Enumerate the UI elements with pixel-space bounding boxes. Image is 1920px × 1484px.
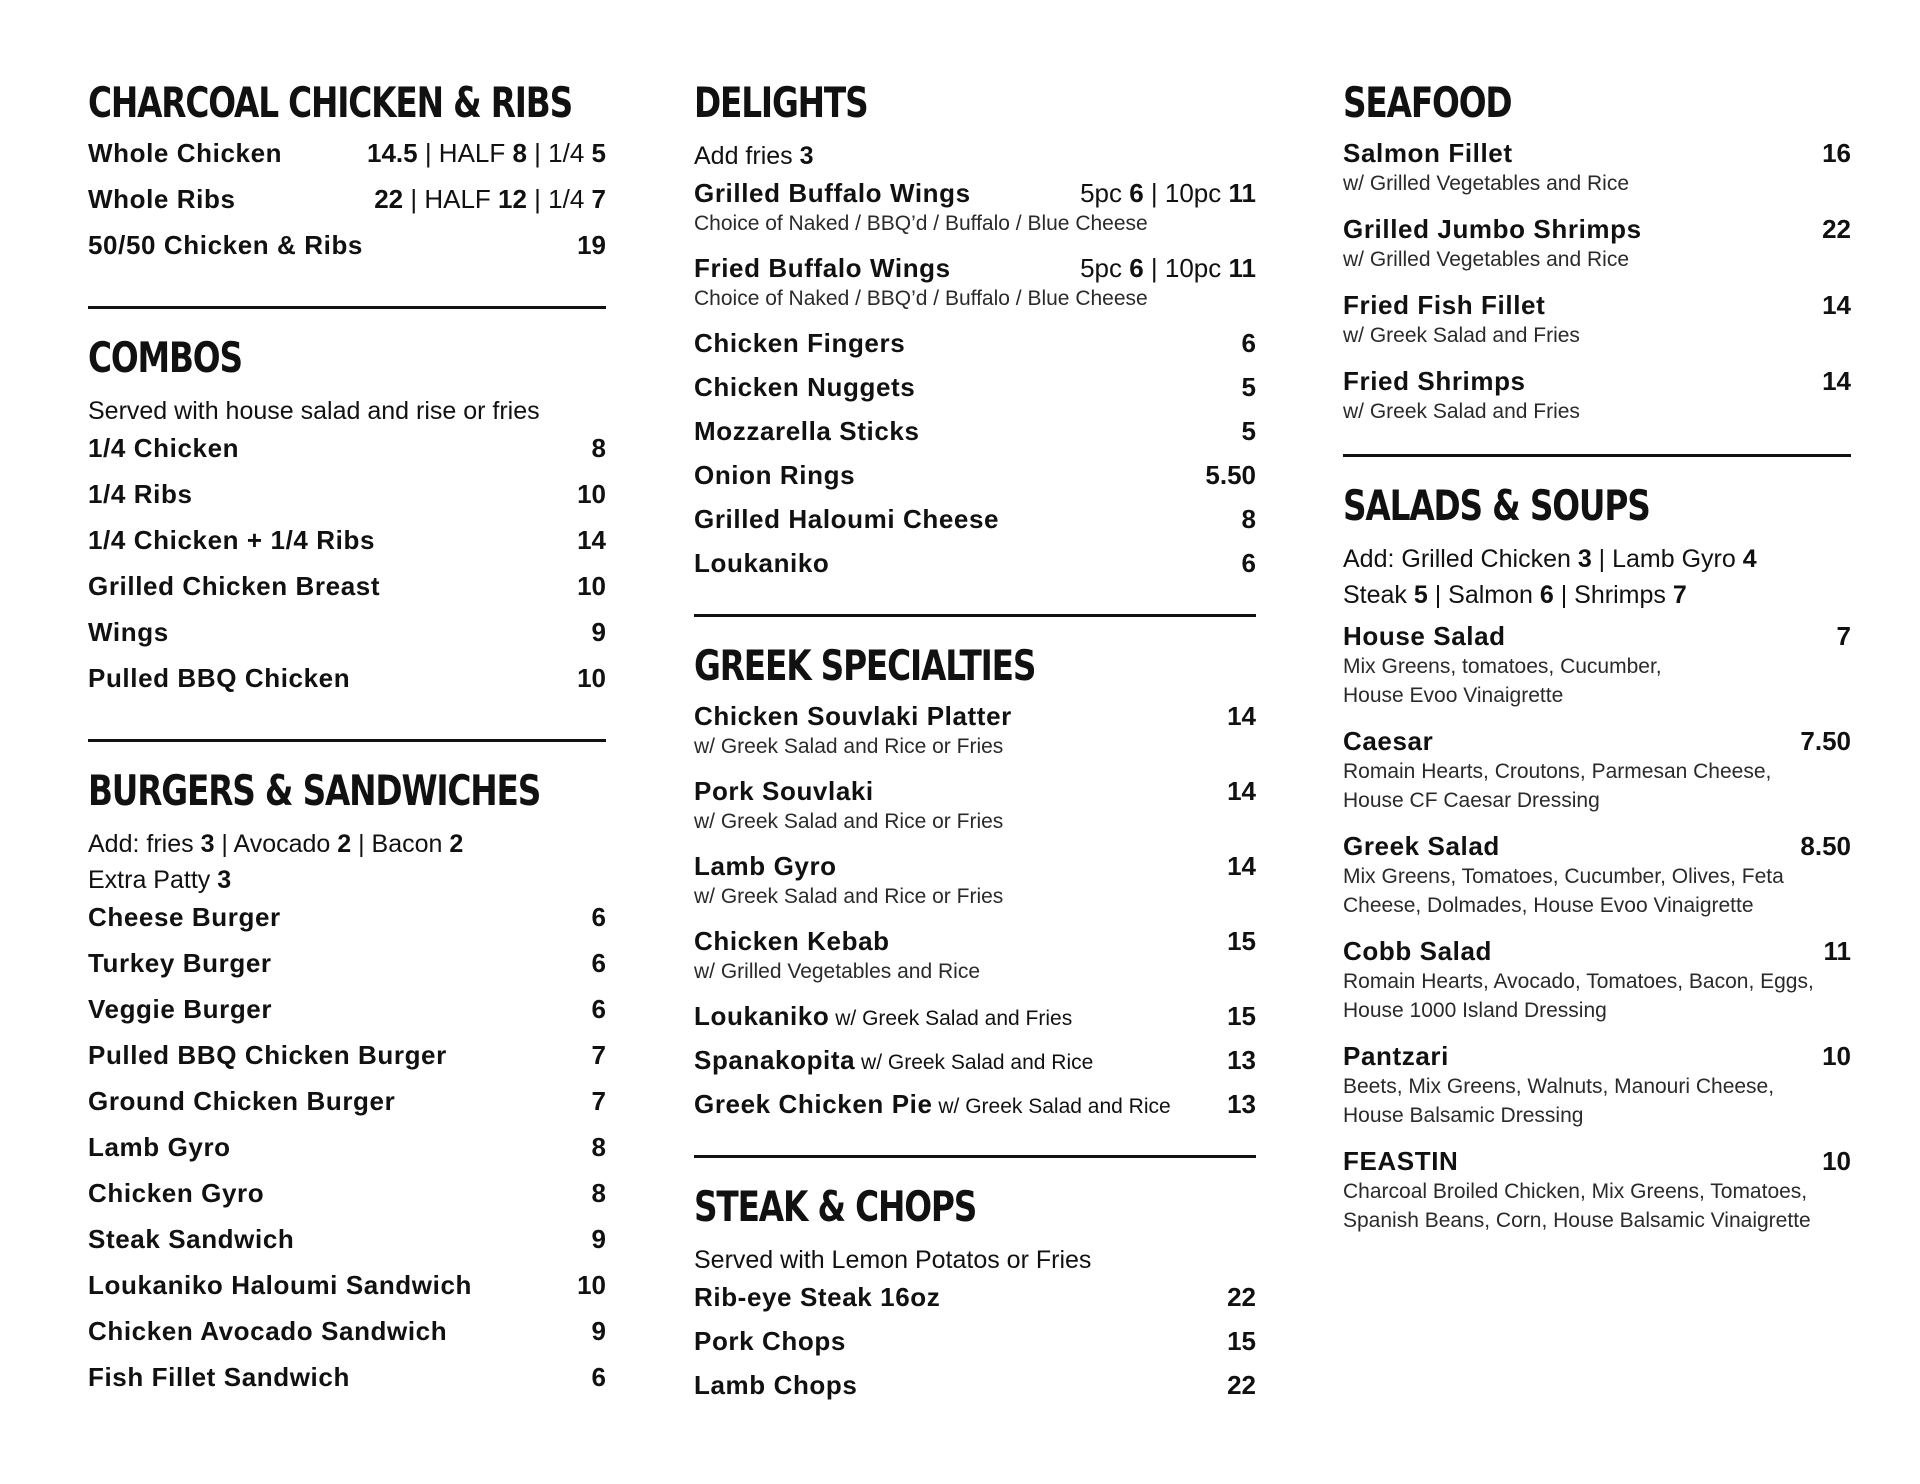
section-title: DELIGHTS xyxy=(694,78,868,127)
item-name: Fried Shrimps xyxy=(1343,366,1526,396)
item-price: 9 xyxy=(591,1316,606,1346)
item-name: Pantzari xyxy=(1343,1041,1449,1071)
addon-label: | Shrimps xyxy=(1553,581,1673,609)
item-description-line: Cheese, Dolmades, House Evoo Vinaigrette xyxy=(1343,894,1754,917)
item-price: 7 xyxy=(591,1086,606,1116)
menu-item xyxy=(88,1132,606,1178)
price-label-half: | HALF xyxy=(403,184,499,214)
item-name: Fish Fillet Sandwich xyxy=(88,1362,350,1392)
item-name: Whole Ribs xyxy=(88,184,236,214)
item-description: w/ Greek Salad and Fries xyxy=(829,1007,1073,1030)
item-name: Veggie Burger xyxy=(88,994,273,1024)
item-description-line: Romain Hearts, Croutons, Parmesan Cheese, xyxy=(1343,760,1772,783)
menu-item xyxy=(694,1282,1256,1326)
item-price: 7 xyxy=(1836,621,1851,651)
menu-item xyxy=(694,1370,1256,1414)
item-price: 14 xyxy=(1227,851,1256,881)
item-price: 19 xyxy=(577,230,606,260)
item-name: Chicken Gyro xyxy=(88,1178,265,1208)
item-name: Loukaniko xyxy=(694,1001,830,1031)
menu-column-left xyxy=(88,78,606,1408)
item-name: Onion Rings xyxy=(694,460,856,490)
item-description: w/ Grilled Vegetables and Rice xyxy=(694,960,980,983)
menu-item xyxy=(88,571,606,617)
menu-item xyxy=(694,372,1256,416)
menu-item xyxy=(1343,290,1851,350)
addon-label: Steak xyxy=(1343,581,1414,609)
item-name: 1/4 Ribs xyxy=(88,479,193,509)
item-price: 15 xyxy=(1227,926,1256,956)
item-description: w/ Greek Salad and Fries xyxy=(1343,400,1580,423)
section-addons xyxy=(694,138,1256,174)
item-name: Grilled Jumbo Shrimps xyxy=(1343,214,1642,244)
addon-price: 6 xyxy=(1539,581,1554,609)
item-price: 7.50 xyxy=(1800,726,1851,756)
addon-label: | Salmon xyxy=(1427,581,1540,609)
item-name: Steak Sandwich xyxy=(88,1224,295,1254)
menu-item xyxy=(88,1362,606,1408)
item-name: Pulled BBQ Chicken xyxy=(88,663,351,693)
item-name: Salmon Fillet xyxy=(1343,138,1513,168)
menu-item xyxy=(1343,831,1851,920)
menu-column-right xyxy=(1343,78,1851,1251)
addon-label: Add: fries xyxy=(88,830,201,858)
item-name-with-description xyxy=(694,1089,1171,1120)
item-name: 50/50 Chicken & Ribs xyxy=(88,230,363,260)
item-name: FEASTIN xyxy=(1343,1146,1459,1176)
section-seafood xyxy=(1343,78,1851,426)
section-note: Served with house salad and rise or fries xyxy=(88,397,540,425)
addon-label: | Avocado xyxy=(214,830,338,858)
item-price: 14 xyxy=(1822,290,1851,320)
menu-item xyxy=(1343,138,1851,198)
section-title: BURGERS & SANDWICHES xyxy=(88,766,541,815)
item-name: Wings xyxy=(88,617,169,647)
item-name: Chicken Kebab xyxy=(694,926,890,956)
price-label-half: | HALF xyxy=(417,138,513,168)
price-whole: 14.5 xyxy=(366,138,418,168)
item-price: 10 xyxy=(577,571,606,601)
item-price: 14 xyxy=(1227,701,1256,731)
price-value: 11 xyxy=(1228,253,1256,283)
item-name: Grilled Buffalo Wings xyxy=(694,178,971,208)
item-description-line: Romain Hearts, Avocado, Tomatoes, Bacon, Eggs, xyxy=(1343,970,1814,993)
menu-item xyxy=(88,663,606,709)
item-name: Pork Chops xyxy=(694,1326,846,1356)
menu-item xyxy=(694,460,1256,504)
menu-item xyxy=(88,1316,606,1362)
price-label-quarter: | 1/4 xyxy=(526,184,592,214)
item-name: Ground Chicken Burger xyxy=(88,1086,396,1116)
price-label: 5pc xyxy=(1080,178,1130,208)
menu-item xyxy=(88,1040,606,1086)
item-price: 8.50 xyxy=(1800,831,1851,861)
item-price: 9 xyxy=(591,1224,606,1254)
item-name-with-description xyxy=(694,1045,1093,1076)
item-price: 8 xyxy=(591,433,606,463)
item-name: Lamb Chops xyxy=(694,1370,858,1400)
item-name: Cheese Burger xyxy=(88,902,281,932)
item-price: 14 xyxy=(1822,366,1851,396)
section-divider xyxy=(694,1155,1256,1158)
menu-item xyxy=(694,926,1256,986)
item-price: 15 xyxy=(1227,1001,1256,1031)
menu-item xyxy=(694,548,1256,592)
item-description-line: House 1000 Island Dressing xyxy=(1343,999,1607,1022)
item-name: Chicken Nuggets xyxy=(694,372,916,402)
menu-item xyxy=(88,1178,606,1224)
item-name: Chicken Souvlaki Platter xyxy=(694,701,1012,731)
section-title: STEAK & CHOPS xyxy=(694,1182,977,1231)
menu-item xyxy=(88,184,606,230)
item-price: 6 xyxy=(591,994,606,1024)
addon-label: Extra Patty xyxy=(88,866,218,894)
item-price: 10 xyxy=(1822,1041,1851,1071)
item-description: w/ Greek Salad and Fries xyxy=(1343,324,1580,347)
menu-item xyxy=(88,1224,606,1270)
menu-item xyxy=(1343,621,1851,710)
menu-item xyxy=(88,948,606,994)
addon-price: 3 xyxy=(200,830,215,858)
menu-item xyxy=(88,479,606,525)
addon-price: 3 xyxy=(799,142,814,170)
menu-item xyxy=(694,1001,1256,1045)
item-name: Pulled BBQ Chicken Burger xyxy=(88,1040,447,1070)
item-name: Lamb Gyro xyxy=(88,1132,231,1162)
item-name: Whole Chicken xyxy=(88,138,283,168)
menu-item xyxy=(1343,366,1851,426)
section-addons xyxy=(1343,541,1851,613)
item-price: 6 xyxy=(591,948,606,978)
item-name: Chicken Avocado Sandwich xyxy=(88,1316,448,1346)
section-divider xyxy=(88,739,606,742)
item-name: 1/4 Chicken + 1/4 Ribs xyxy=(88,525,376,555)
item-price: 6 xyxy=(591,902,606,932)
price-label: | 10pc xyxy=(1143,253,1229,283)
item-name: Pork Souvlaki xyxy=(694,776,874,806)
item-name: Fried Buffalo Wings xyxy=(694,253,951,283)
price-label: | 10pc xyxy=(1143,178,1229,208)
section-title: SEAFOOD xyxy=(1343,78,1512,127)
item-price: 8 xyxy=(1241,504,1256,534)
section-divider xyxy=(88,306,606,309)
price-quarter: 7 xyxy=(591,184,606,214)
item-price: 6 xyxy=(1241,328,1256,358)
item-name: Rib-eye Steak 16oz xyxy=(694,1282,941,1312)
item-description-line: Mix Greens, Tomatoes, Cucumber, Olives, Feta xyxy=(1343,865,1784,888)
item-name: Greek Salad xyxy=(1343,831,1500,861)
item-description-line: House CF Caesar Dressing xyxy=(1343,789,1600,812)
menu-item xyxy=(694,776,1256,836)
item-price: 11 xyxy=(1823,936,1851,966)
menu-item xyxy=(88,1086,606,1132)
menu-item xyxy=(88,138,606,184)
item-description-line: Charcoal Broiled Chicken, Mix Greens, Tomatoes, xyxy=(1343,1180,1808,1203)
item-price: 7 xyxy=(591,1040,606,1070)
item-price: 10 xyxy=(577,663,606,693)
item-name: Cobb Salad xyxy=(1343,936,1493,966)
item-description-line: House Balsamic Dressing xyxy=(1343,1104,1584,1127)
section-title: GREEK SPECIALTIES xyxy=(694,641,1036,690)
section-title: CHARCOAL CHICKEN & RIBS xyxy=(88,78,573,127)
section-addons xyxy=(88,826,606,898)
menu-item xyxy=(694,851,1256,911)
item-price-options xyxy=(367,138,606,169)
addon-price: 2 xyxy=(337,830,352,858)
menu-item xyxy=(1343,936,1851,1025)
item-description: w/ Greek Salad and Rice or Fries xyxy=(694,810,1004,833)
item-name: Grilled Haloumi Cheese xyxy=(694,504,1000,534)
item-description: Choice of Naked / BBQ’d / Buffalo / Blue Cheese xyxy=(694,287,1148,310)
item-description-line: Mix Greens, tomatoes, Cucumber, xyxy=(1343,655,1662,678)
item-price: 13 xyxy=(1227,1089,1256,1119)
section-delights xyxy=(694,78,1256,592)
section-charcoal-chicken-ribs xyxy=(88,78,606,276)
item-price: 22 xyxy=(1227,1282,1256,1312)
item-name: 1/4 Chicken xyxy=(88,433,240,463)
item-price: 22 xyxy=(1227,1370,1256,1400)
section-note: Served with Lemon Potatos or Fries xyxy=(694,1246,1092,1274)
item-price: 5 xyxy=(1241,416,1256,446)
item-name: Grilled Chicken Breast xyxy=(88,571,381,601)
item-price: 13 xyxy=(1227,1045,1256,1075)
section-greek-specialties xyxy=(694,641,1256,1133)
menu-item xyxy=(88,433,606,479)
addon-price: 2 xyxy=(449,830,464,858)
section-title: COMBOS xyxy=(88,333,242,382)
price-half: 8 xyxy=(512,138,527,168)
addon-price: 4 xyxy=(1742,545,1757,573)
item-name: Mozzarella Sticks xyxy=(694,416,920,446)
item-price: 16 xyxy=(1822,138,1851,168)
item-description: w/ Grilled Vegetables and Rice xyxy=(1343,248,1629,271)
item-description-line: Beets, Mix Greens, Walnuts, Manouri Cheese, xyxy=(1343,1075,1775,1098)
item-price: 8 xyxy=(591,1132,606,1162)
item-description: w/ Greek Salad and Rice or Fries xyxy=(694,885,1004,908)
section-divider xyxy=(694,614,1256,617)
price-value: 6 xyxy=(1129,253,1144,283)
item-name: Caesar xyxy=(1343,726,1434,756)
item-name: Loukaniko xyxy=(694,548,830,578)
section-divider xyxy=(1343,454,1851,457)
item-description: Choice of Naked / BBQ’d / Buffalo / Blue Cheese xyxy=(694,212,1148,235)
item-price: 6 xyxy=(591,1362,606,1392)
item-price-options xyxy=(1080,178,1256,209)
item-price-options xyxy=(374,184,606,215)
item-name: Fried Fish Fillet xyxy=(1343,290,1546,320)
item-name: Spanakopita xyxy=(694,1045,856,1075)
item-price: 6 xyxy=(1241,548,1256,578)
menu-item xyxy=(1343,1041,1851,1130)
menu-item xyxy=(694,1045,1256,1089)
menu-item xyxy=(88,525,606,571)
menu-item xyxy=(1343,214,1851,274)
item-description: w/ Greek Salad and Rice xyxy=(855,1051,1094,1074)
menu-item xyxy=(694,1326,1256,1370)
item-price: 9 xyxy=(591,617,606,647)
item-price: 5.50 xyxy=(1205,460,1256,490)
menu-item xyxy=(88,1270,606,1316)
item-name: Lamb Gyro xyxy=(694,851,837,881)
item-price: 5 xyxy=(1241,372,1256,402)
addon-label: Add fries xyxy=(694,142,800,170)
price-whole: 22 xyxy=(374,184,404,214)
item-price: 10 xyxy=(577,479,606,509)
section-steak-chops xyxy=(694,1182,1256,1414)
item-name: Turkey Burger xyxy=(88,948,272,978)
addon-price: 3 xyxy=(1577,545,1592,573)
menu-item xyxy=(694,328,1256,372)
addon-price: 3 xyxy=(217,866,232,894)
menu-column-middle xyxy=(694,78,1256,1414)
item-price-options xyxy=(1080,253,1256,284)
item-description: w/ Greek Salad and Rice or Fries xyxy=(694,735,1004,758)
item-price: 8 xyxy=(591,1178,606,1208)
price-value: 6 xyxy=(1129,178,1144,208)
item-name: Loukaniko Haloumi Sandwich xyxy=(88,1270,472,1300)
price-quarter: 5 xyxy=(591,138,606,168)
menu-item xyxy=(88,902,606,948)
item-name: Greek Chicken Pie xyxy=(694,1089,933,1119)
menu-item xyxy=(88,617,606,663)
item-price: 14 xyxy=(577,525,606,555)
addon-label: Add: Grilled Chicken xyxy=(1343,545,1578,573)
menu-item xyxy=(88,230,606,276)
item-price: 22 xyxy=(1822,214,1851,244)
menu-item xyxy=(694,253,1256,313)
menu-item xyxy=(1343,1146,1851,1235)
section-burgers-sandwiches xyxy=(88,766,606,1408)
price-label: 5pc xyxy=(1080,253,1130,283)
item-name: Chicken Fingers xyxy=(694,328,906,358)
menu-item xyxy=(1343,726,1851,815)
item-price: 10 xyxy=(1822,1146,1851,1176)
price-half: 12 xyxy=(498,184,527,214)
menu-item xyxy=(694,416,1256,460)
item-name-with-description xyxy=(694,1001,1072,1032)
item-price: 10 xyxy=(577,1270,606,1300)
addon-price: 5 xyxy=(1413,581,1428,609)
item-description-line: Spanish Beans, Corn, House Balsamic Vinaigrette xyxy=(1343,1209,1811,1232)
item-description: w/ Greek Salad and Rice xyxy=(932,1095,1171,1118)
menu-item xyxy=(88,994,606,1040)
section-title: SALADS & SOUPS xyxy=(1343,481,1650,530)
menu-item xyxy=(694,178,1256,238)
item-price: 15 xyxy=(1227,1326,1256,1356)
menu-item xyxy=(694,701,1256,761)
item-price: 14 xyxy=(1227,776,1256,806)
section-salads-soups xyxy=(1343,481,1851,1235)
addon-label: | Lamb Gyro xyxy=(1591,545,1743,573)
addon-price: 7 xyxy=(1672,581,1687,609)
item-description-line: House Evoo Vinaigrette xyxy=(1343,684,1564,707)
item-name: House Salad xyxy=(1343,621,1506,651)
item-description: w/ Grilled Vegetables and Rice xyxy=(1343,172,1629,195)
menu-item xyxy=(694,504,1256,548)
addon-label: | Bacon xyxy=(351,830,450,858)
section-combos xyxy=(88,333,606,709)
menu-item xyxy=(694,1089,1256,1133)
price-label-quarter: | 1/4 xyxy=(526,138,592,168)
price-value: 11 xyxy=(1228,178,1256,208)
